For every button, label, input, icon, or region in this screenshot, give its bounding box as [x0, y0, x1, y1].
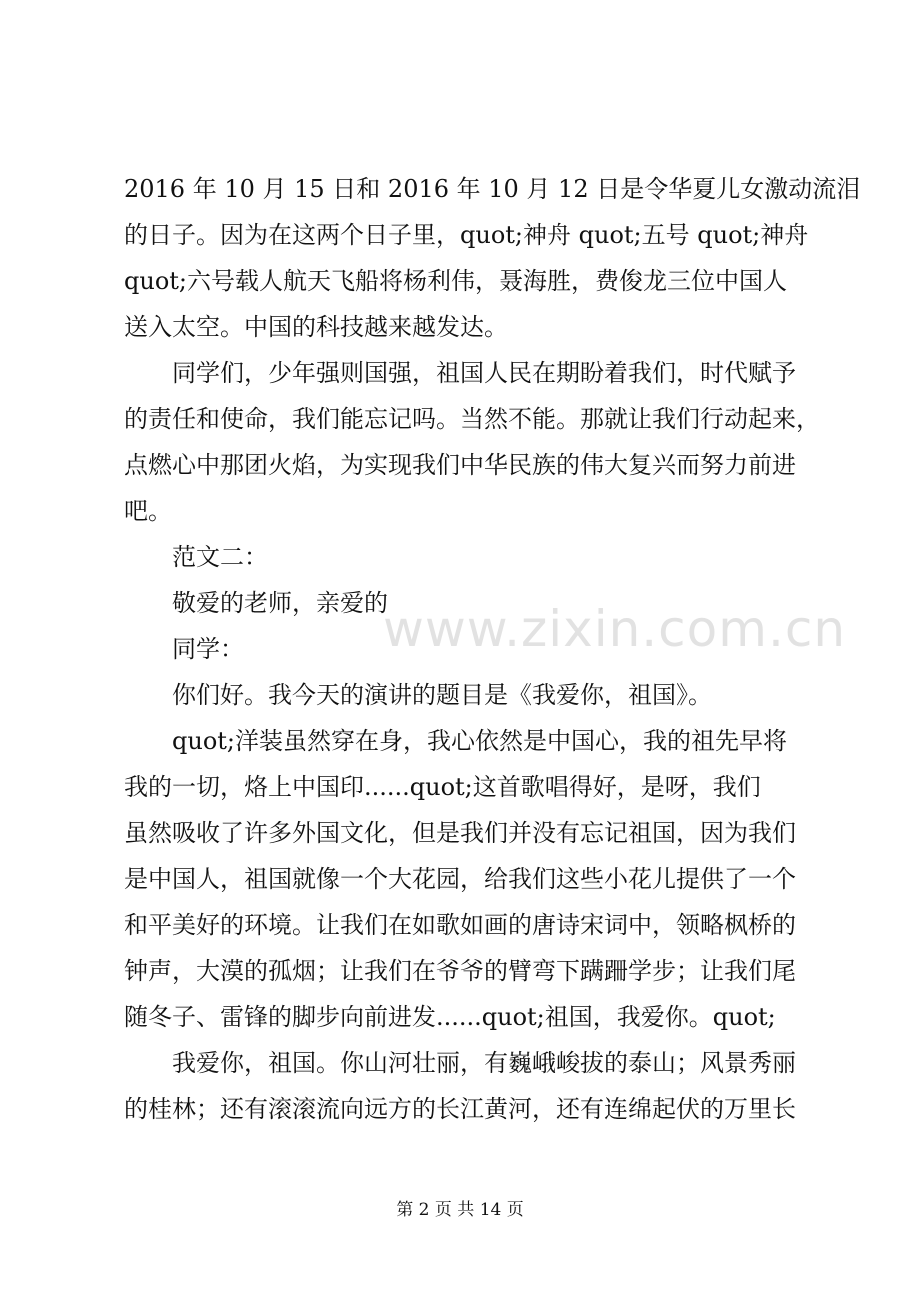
text-line: 钟声，大漠的孤烟；让我们在爷爷的臂弯下蹒跚学步；让我们尾 [124, 957, 796, 985]
paragraph-first-line: 我爱你，祖国。你山河壮丽，有巍峨峻拔的泰山；风景秀丽 [172, 1049, 796, 1077]
text-line: 送入太空。中国的科技越来越发达。 [124, 313, 508, 341]
page-footer: 第 2 页 共 14 页 [396, 1200, 524, 1220]
text-line: 是中国人，祖国就像一个大花园，给我们这些小花儿提供了一个 [124, 865, 796, 893]
text-line: 虽然吸收了许多外国文化，但是我们并没有忘记祖国，因为我们 [124, 819, 796, 847]
text-line: 的桂林；还有滚滚流向远方的长江黄河，还有连绵起伏的万里长 [124, 1095, 796, 1123]
salutation-line: 敬爱的老师，亲爱的 [172, 589, 388, 617]
text-line: 的责任和使命，我们能忘记吗。当然不能。那就让我们行动起来， [124, 405, 820, 433]
document-body [124, 166, 861, 1132]
text-line: 的日子。因为在这两个日子里，quot;神舟 quot;五号 quot;神舟 [124, 221, 809, 249]
text-line: 随冬子、雷锋的脚步向前进发......quot;祖国，我爱你。quot; [124, 1003, 776, 1031]
paragraph-first-line: 你们好。我今天的演讲的题目是《我爱你，祖国》。 [172, 681, 712, 709]
watermark: www.zixin.com.cn [383, 600, 847, 658]
section-heading: 范文二： [172, 543, 268, 571]
text-line: quot;六号载人航天飞船将杨利伟，聂海胜，费俊龙三位中国人 [124, 267, 787, 295]
text-line: 2016 年 10 月 15 日和 2016 年 10 月 12 日是令华夏儿女激动流泪 [124, 175, 861, 203]
salutation-line: 同学： [172, 635, 244, 663]
paragraph-first-line: 同学们，少年强则国强，祖国人民在期盼着我们，时代赋予 [172, 359, 796, 387]
paragraph-first-line: quot;洋装虽然穿在身，我心依然是中国心，我的祖先早将 [172, 727, 787, 755]
text-line: 点燃心中那团火焰，为实现我们中华民族的伟大复兴而努力前进 [124, 451, 796, 479]
text-line: 吧。 [124, 497, 172, 525]
text-line: 我的一切，烙上中国印......quot;这首歌唱得好，是呀，我们 [124, 773, 761, 801]
text-line: 和平美好的环境。让我们在如歌如画的唐诗宋词中，领略枫桥的 [124, 911, 796, 939]
